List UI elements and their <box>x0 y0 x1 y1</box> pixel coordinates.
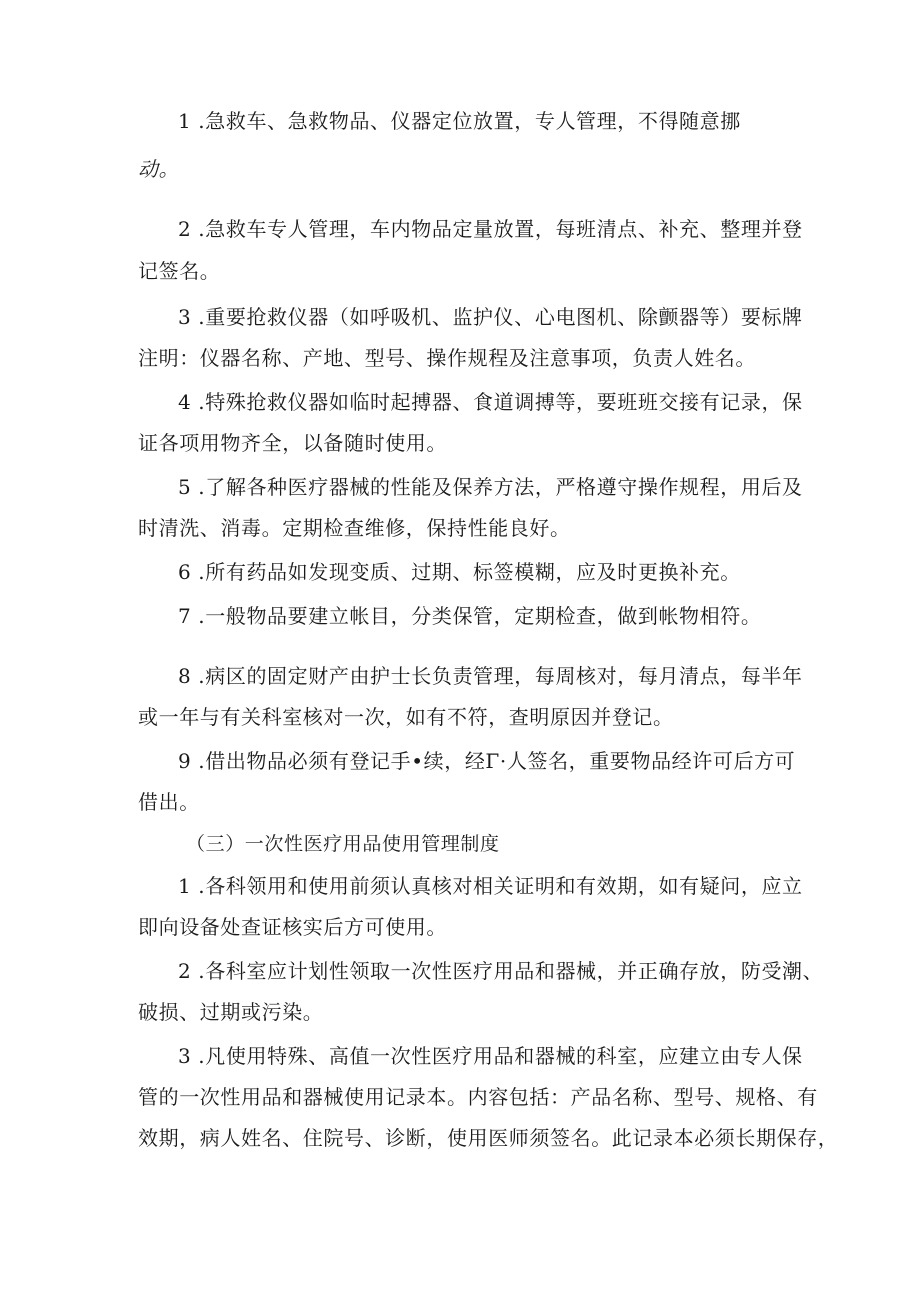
section-item-3-line-1: 3 .凡使用特殊、高值一次性医疗用品和器械的科室，应建立由专人保 <box>178 1044 803 1068</box>
item-5-line-2: 时清洗、消毒。定期检查维修，保持性能良好。 <box>138 516 571 540</box>
item-9-line-2: 借出。 <box>138 790 200 814</box>
section-item-3-line-2: 管的一次性用品和器械使用记录本。内容包括：产品名称、型号、规格、有 <box>138 1085 818 1109</box>
item-2-line-2: 记签名。 <box>138 259 221 283</box>
section-item-2-line-2: 破损、过期或污染。 <box>138 1000 324 1024</box>
item-9-line-1: 9 .借出物品必须有登记手•续，经Γ·人签名，重要物品经许可后方可 <box>178 749 796 773</box>
item-2-line-1: 2 .急救车专人管理，车内物品定量放置，每班清点、补充、整理并登 <box>178 217 803 241</box>
item-1-line-2: 动。 <box>138 157 180 181</box>
item-4-line-1: 4 .特殊抢救仪器如临时起搏器、食道调搏等，要班班交接有记录，保 <box>178 390 803 414</box>
item-3-line-1: 3 .重要抢救仪器（如呼吸机、监护仪、心电图机、除颤器等）要标牌 <box>178 305 803 329</box>
item-6-line: 6 .所有药品如发现变质、过期、标签模糊，应及时更换补充。 <box>178 560 741 584</box>
item-5-line-1: 5 .了解各种医疗器械的性能及保养方法，严格遵守操作规程，用后及 <box>178 475 803 499</box>
item-1-line-1: 1 .急救车、急救物品、仪器定位放置，专人管理，不得随意挪 <box>178 109 741 133</box>
section-item-1-line-1: 1 .各科领用和使用前须认真核对相关证明和有效期，如有疑问，应立 <box>178 874 803 898</box>
item-8-line-2: 或一年与有关科室核对一次，如有不符，查明原因并登记。 <box>138 705 674 729</box>
item-4-line-2: 证各项用物齐全，以备随时使用。 <box>138 431 447 455</box>
section-item-3-line-3: 效期，病人姓名、住院号、诊断，使用医师须签名。此记录本必须长期保存， <box>138 1126 839 1150</box>
section-item-1-line-2: 即向设备处查证核实后方可使用。 <box>138 915 447 939</box>
section-heading: （三）一次性医疗用品使用管理制度 <box>186 833 500 855</box>
item-8-line-1: 8 .病区的固定财产由护士长负责管理，每周核对，每月清点，每半年 <box>178 664 803 688</box>
section-item-2-line-1: 2 .各科室应计划性领取一次性医疗用品和器械，并正确存放，防受潮、 <box>178 959 824 983</box>
item-3-line-2: 注明：仪器名称、产地、型号、操作规程及注意事项，负责人姓名。 <box>138 346 756 370</box>
item-7-line: 7 .一般物品要建立帐目，分类保管，定期检查，做到帐物相符。 <box>178 604 762 628</box>
